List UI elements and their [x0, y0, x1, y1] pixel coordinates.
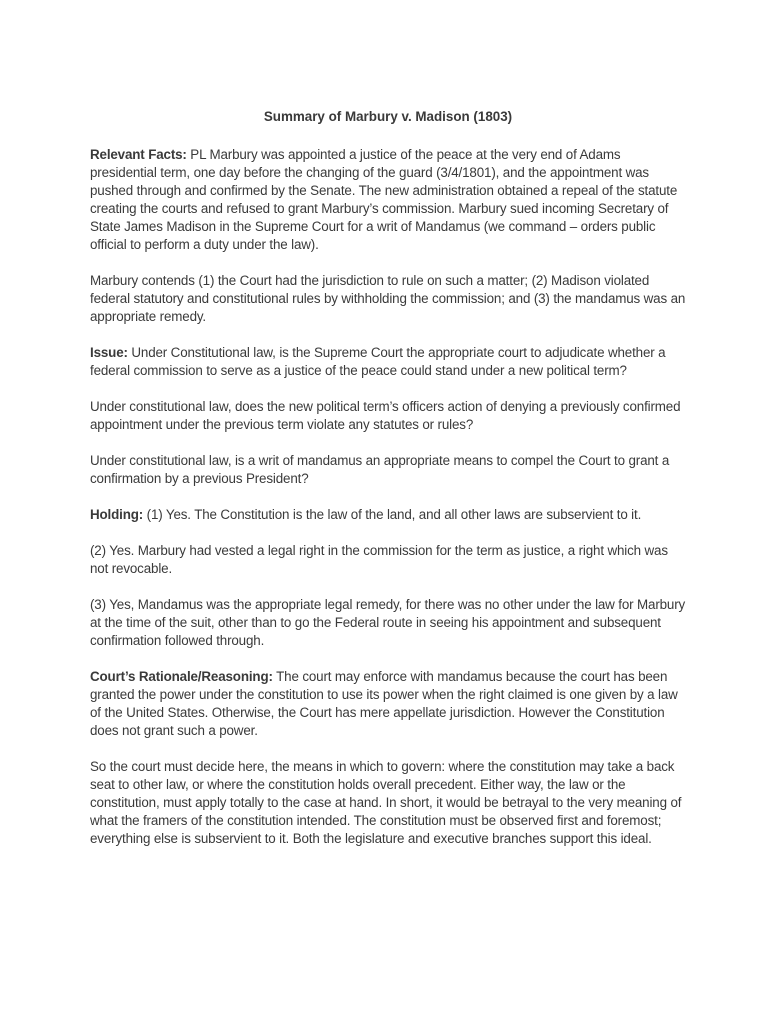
paragraph-holding-3: [90, 596, 686, 650]
paragraph-text: (1) Yes. The Constitution is the law of the land, and all other laws are subservient to it.: [143, 507, 642, 522]
paragraph-text: So the court must decide here, the means in which to govern: where the constitution may take a back seat to other law, or where the constitution holds overall precedent. Either way, the law or the constitution, must apply totally to the case at hand. In short, it would be betrayal to the very meaning of what the framers of the constitution intended. The constitution must be observed first and foremost; everything else is subservient to it. Both the legislature and executive branches support this ideal.: [90, 759, 682, 846]
paragraph-text: Marbury contends (1) the Court had the jurisdiction to rule on such a matter; (2) Madison violated federal statutory and constitutional rules by withholding the commission; and (3) the mandamus was an appropriate remedy.: [90, 273, 686, 324]
document-title: Summary of Marbury v. Madison (1803): [263, 109, 513, 124]
paragraph-lead: Holding:: [90, 507, 144, 522]
paragraph-lead: Issue:: [90, 345, 128, 360]
paragraph-text: Under Constitutional law, is the Supreme Court the appropriate court to adjudicate whether a federal commission to serve as a justice of the peace could stand under a new political term?: [90, 345, 666, 378]
paragraph-relevant-facts: [90, 146, 686, 254]
paragraph-holding-1: [90, 506, 686, 524]
paragraph-text: PL Marbury was appointed a justice of the peace at the very end of Adams presidential term, one day before the changing of the guard (3/4/1801), and the appointment was pushed through and confirmed by the Senate. The new administration obtained a repeal of the statute creating the courts and refused to grant Marbury’s commission. Marbury sued incoming Secretary of State James Madison in the Supreme Court for a writ of Mandamus (we command – orders public official to perform a duty under the law).: [90, 147, 678, 252]
paragraph-issue-2: [90, 398, 686, 434]
paragraph-issue-3: [90, 452, 686, 488]
paragraph-text: Under constitutional law, does the new political term’s officers action of denying a previously confirmed appointment under the previous term violate any statutes or rules?: [90, 399, 681, 432]
document-page: [90, 108, 686, 866]
paragraph-text: The court may enforce with mandamus because the court has been granted the power under the constitution to use its power when the right claimed is one given by a law of the United States. Otherwise, the Court has mere appellate jurisdiction. However the Constitution does not grant such a power.: [90, 669, 678, 738]
paragraph-text: (2) Yes. Marbury had vested a legal right in the commission for the term as justice, a right which was not revocable.: [90, 543, 668, 576]
paragraph-issue-1: [90, 344, 686, 380]
paragraph-lead: Court’s Rationale/Reasoning:: [90, 669, 273, 684]
paragraph-text: Under constitutional law, is a writ of mandamus an appropriate means to compel the Court to grant a confirmation by a previous President?: [90, 453, 670, 486]
paragraph-rationale-1: [90, 668, 686, 740]
paragraph-text: (3) Yes, Mandamus was the appropriate legal remedy, for there was no other under the law for Marbury at the time of the suit, other than to go the Federal route in seeing his appointment and subsequent confirmation followed through.: [90, 597, 686, 648]
paragraph-lead: Relevant Facts:: [90, 147, 187, 162]
paragraph-rationale-2: [90, 758, 686, 848]
paragraph-contentions: [90, 272, 686, 326]
paragraph-holding-2: [90, 542, 686, 578]
